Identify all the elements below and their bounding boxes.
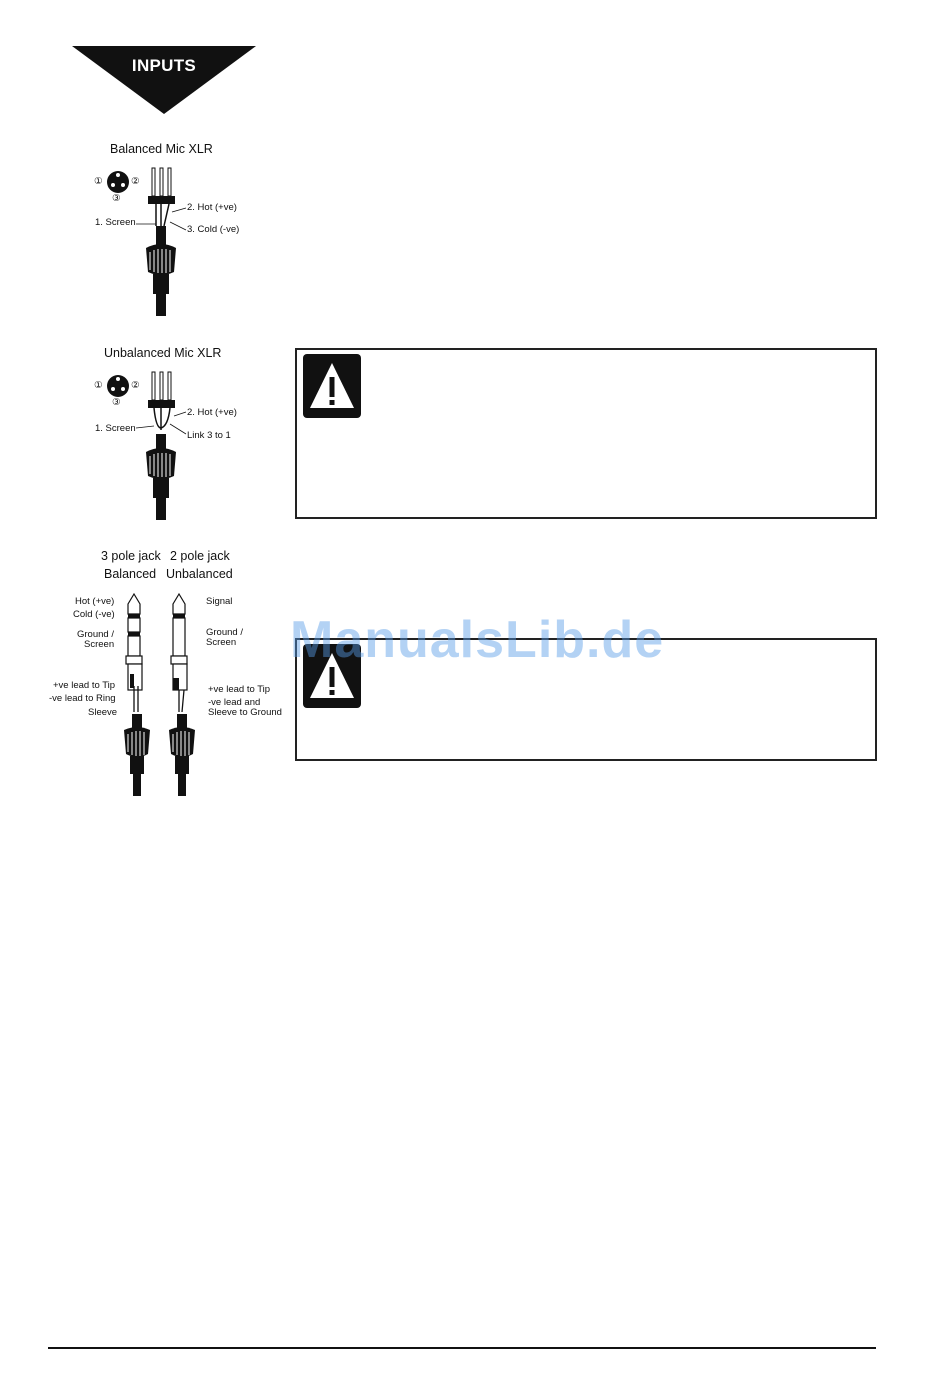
- warning-triangle-icon: [303, 354, 363, 420]
- warning-box-1: [295, 348, 877, 519]
- jack-right-ground-label: Ground /: [206, 627, 243, 638]
- watermark: ManualsLib.de: [290, 611, 665, 669]
- xlr-face-icon: [107, 375, 129, 397]
- jack-2pole-diagram: [165, 590, 245, 800]
- balanced-pin-1-label: ①: [94, 176, 103, 187]
- balanced-hot-label: 2. Hot (+ve): [187, 202, 237, 213]
- unbalanced-screen-label: 1. Screen: [95, 423, 136, 434]
- jack-3pole-title: 3 pole jack: [101, 549, 161, 563]
- jack-right-tip-lead-label: +ve lead to Tip: [208, 684, 271, 695]
- jack-right-neg-lead-label: -ve lead and: [208, 697, 261, 708]
- unbalanced-pin-1-label: ①: [94, 380, 103, 391]
- jack-right-screen-label: Screen: [206, 637, 237, 648]
- unbalanced-pin-3-label: ③: [112, 397, 121, 408]
- jack-right-signal-label: Signal: [206, 596, 233, 607]
- jack-left-screen-label: Screen: [84, 639, 115, 650]
- balanced-xlr-diagram: [90, 160, 290, 320]
- balanced-cold-label: 3. Cold (-ve): [187, 224, 240, 235]
- jack-unbalanced-title: Unbalanced: [166, 567, 233, 581]
- jack-left-ring-lead-label: -ve lead to Ring: [49, 693, 116, 704]
- balanced-screen-label: 1. Screen: [95, 217, 136, 228]
- xlr-face-icon: [107, 171, 129, 193]
- jack-left-tip-lead-label: +ve lead to Tip: [53, 680, 116, 691]
- section-banner: [72, 46, 256, 116]
- jack-left-sleeve-label: Sleeve: [88, 707, 118, 718]
- unbalanced-hot-label: 2. Hot (+ve): [187, 407, 237, 418]
- jack-left-hot-label: Hot (+ve): [75, 596, 115, 607]
- unbalanced-xlr-diagram: [90, 364, 290, 524]
- footer-rule: [48, 1347, 876, 1349]
- jack-left-cold-label: Cold (-ve): [73, 609, 115, 620]
- unbalanced-pin-2-label: ②: [131, 380, 140, 391]
- unbalanced-link-label: Link 3 to 1: [187, 430, 231, 441]
- jack-right-sleeve-ground-label: Sleeve to Ground: [208, 707, 282, 718]
- jack-2pole-title: 2 pole jack: [170, 549, 230, 563]
- jack-balanced-title: Balanced: [104, 567, 157, 581]
- balanced-pin-2-label: ②: [131, 176, 140, 187]
- unbalanced-xlr-title: Unbalanced Mic XLR: [104, 346, 222, 360]
- balanced-xlr-title: Balanced Mic XLR: [110, 142, 213, 156]
- balanced-pin-3-label: ③: [112, 193, 121, 204]
- jack-left-ground-label: Ground /: [77, 629, 114, 640]
- section-title: INPUTS: [131, 56, 197, 75]
